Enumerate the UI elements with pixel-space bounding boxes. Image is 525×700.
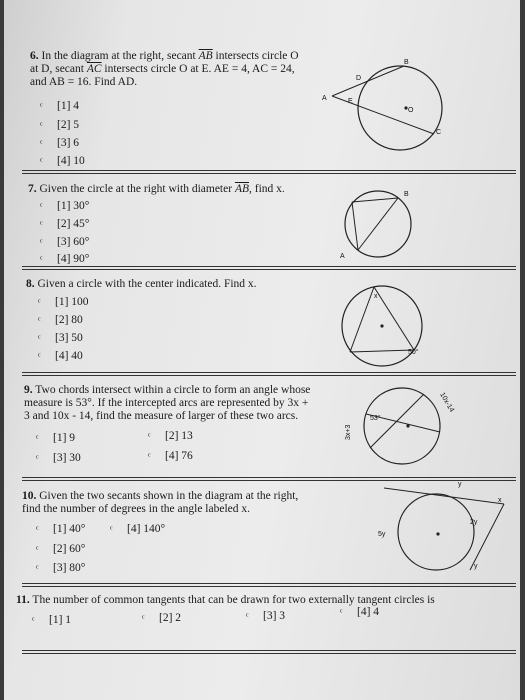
q10-secants-diagram bbox=[376, 480, 516, 580]
svg-text:D: D bbox=[356, 75, 362, 82]
svg-text:5y: 5y bbox=[378, 531, 386, 538]
section-divider bbox=[22, 372, 516, 376]
question-6-number: 6. bbox=[30, 50, 39, 62]
q9-choice-2[interactable]: ᶜ [2] 13 bbox=[148, 430, 193, 442]
svg-text:E: E bbox=[348, 98, 353, 105]
worksheet-page bbox=[4, 0, 520, 700]
q10-choice-4[interactable]: ᶜ [4] 140° bbox=[110, 523, 166, 535]
radio-icon[interactable]: ᶜ bbox=[246, 611, 249, 622]
section-divider bbox=[22, 650, 516, 654]
svg-text:x: x bbox=[374, 293, 378, 300]
radio-icon[interactable]: ᶜ bbox=[40, 201, 43, 212]
svg-text:10x-14: 10x-14 bbox=[438, 391, 456, 414]
q8-choice-3[interactable]: ᶜ [3] 50 bbox=[38, 332, 83, 344]
svg-text:y: y bbox=[458, 481, 462, 488]
svg-text:53°: 53° bbox=[370, 415, 381, 422]
radio-icon[interactable]: ᶜ bbox=[148, 431, 151, 442]
question-9-text: 9. Two chords intersect within a circle to form an angle whose measure is 53°. If the intercepted arcs are represented by 3x + 3 and 10x - 14, find the measure of larger of these two arcs. bbox=[24, 384, 311, 422]
q9-chords-diagram bbox=[344, 380, 464, 470]
q11-choice-2[interactable]: ᶜ [2] 2 bbox=[142, 612, 182, 624]
q6-choice-4[interactable]: ᶜ [4] 10 bbox=[40, 155, 85, 167]
radio-icon[interactable]: ᶜ bbox=[40, 219, 43, 230]
q9-choice-1[interactable]: ᶜ [1] 9 bbox=[36, 432, 76, 444]
q6-choice-2[interactable]: ᶜ [2] 5 bbox=[40, 119, 80, 131]
q7-choice-4[interactable]: ᶜ [4] 90° bbox=[40, 253, 90, 265]
q7-choice-3[interactable]: ᶜ [3] 60° bbox=[40, 236, 90, 248]
q11-choice-1[interactable]: ᶜ [1] 1 bbox=[32, 614, 72, 626]
section-divider bbox=[22, 266, 516, 270]
q7-choice-1[interactable]: ᶜ [1] 30° bbox=[40, 200, 90, 212]
radio-icon[interactable]: ᶜ bbox=[38, 351, 41, 362]
radio-icon[interactable]: ᶜ bbox=[40, 120, 43, 131]
q10-choice-1[interactable]: ᶜ [1] 40° bbox=[36, 523, 86, 535]
radio-icon[interactable]: ᶜ bbox=[40, 138, 43, 149]
radio-icon[interactable]: ᶜ bbox=[40, 237, 43, 248]
radio-icon[interactable]: ᶜ bbox=[36, 453, 39, 464]
svg-text:50°: 50° bbox=[408, 349, 419, 356]
svg-text:B: B bbox=[404, 59, 409, 66]
svg-text:A: A bbox=[322, 95, 327, 102]
section-divider bbox=[22, 583, 516, 587]
radio-icon[interactable]: ᶜ bbox=[36, 563, 39, 574]
svg-text:C: C bbox=[436, 129, 442, 136]
question-8-text: 8. Given a circle with the center indicated. Find x. bbox=[26, 278, 257, 290]
q8-choice-4[interactable]: ᶜ [4] 40 bbox=[38, 350, 83, 362]
radio-icon[interactable]: ᶜ bbox=[40, 156, 43, 167]
question-10-text: 10. Given the two secants shown in the diagram at the right, find the number of degrees in the angle labeled x. bbox=[22, 490, 299, 515]
q9-choice-3[interactable]: ᶜ [3] 30 bbox=[36, 452, 81, 464]
radio-icon[interactable]: ᶜ bbox=[40, 101, 43, 112]
radio-icon[interactable]: ᶜ bbox=[36, 524, 39, 535]
q7-diameter-diagram bbox=[334, 186, 424, 266]
radio-icon[interactable]: ᶜ bbox=[36, 544, 39, 555]
radio-icon[interactable]: ᶜ bbox=[148, 451, 151, 462]
radio-icon[interactable]: ᶜ bbox=[142, 613, 145, 624]
question-11-text: 11. The number of common tangents that can be drawn for two externally tangent circles is bbox=[16, 594, 435, 606]
q8-choice-2[interactable]: ᶜ [2] 80 bbox=[38, 314, 83, 326]
svg-text:y: y bbox=[474, 563, 478, 570]
radio-icon[interactable]: ᶜ bbox=[340, 607, 343, 618]
svg-text:A: A bbox=[340, 253, 345, 260]
q6-choice-1[interactable]: ᶜ [1] 4 bbox=[40, 100, 80, 112]
q10-choice-2[interactable]: ᶜ [2] 60° bbox=[36, 543, 86, 555]
radio-icon[interactable]: ᶜ bbox=[110, 524, 113, 535]
q11-choice-4[interactable]: ᶜ [4] 4 bbox=[340, 606, 380, 618]
q7-choice-2[interactable]: ᶜ [2] 45° bbox=[40, 218, 90, 230]
q11-choice-3[interactable]: ᶜ [3] 3 bbox=[246, 610, 286, 622]
q6-choice-3[interactable]: ᶜ [3] 6 bbox=[40, 137, 80, 149]
svg-text:B: B bbox=[404, 191, 409, 198]
radio-icon[interactable]: ᶜ bbox=[36, 433, 39, 444]
svg-text:2y: 2y bbox=[470, 519, 478, 526]
radio-icon[interactable]: ᶜ bbox=[32, 615, 35, 626]
svg-text:3x+3: 3x+3 bbox=[345, 424, 352, 440]
question-6-text: 6. In the diagram at the right, secant $\overline{AB}$ intersects circle O at D, secant $\overline{AC}$ intersects circle O at E. AE = 4, AC = 24, and AB = 16. Find AD. bbox=[30, 50, 299, 88]
q8-choice-1[interactable]: ᶜ [1] 100 bbox=[38, 296, 89, 308]
section-divider bbox=[22, 170, 516, 174]
svg-text:O: O bbox=[408, 107, 414, 114]
radio-icon[interactable]: ᶜ bbox=[38, 315, 41, 326]
q9-choice-4[interactable]: ᶜ [4] 76 bbox=[148, 450, 193, 462]
q10-choice-3[interactable]: ᶜ [3] 80° bbox=[36, 562, 86, 574]
radio-icon[interactable]: ᶜ bbox=[38, 297, 41, 308]
svg-text:x: x bbox=[498, 497, 502, 504]
q6-secant-diagram bbox=[322, 58, 462, 168]
radio-icon[interactable]: ᶜ bbox=[40, 254, 43, 265]
segment-ab: $\overline{AB}$ bbox=[198, 50, 213, 62]
question-7-text: 7. Given the circle at the right with diameter $\overline{AB}$, find x. bbox=[28, 183, 285, 195]
radio-icon[interactable]: ᶜ bbox=[38, 333, 41, 344]
q8-inscribed-diagram bbox=[338, 282, 428, 374]
segment-ac: $\overline{AC}$ bbox=[86, 62, 102, 75]
